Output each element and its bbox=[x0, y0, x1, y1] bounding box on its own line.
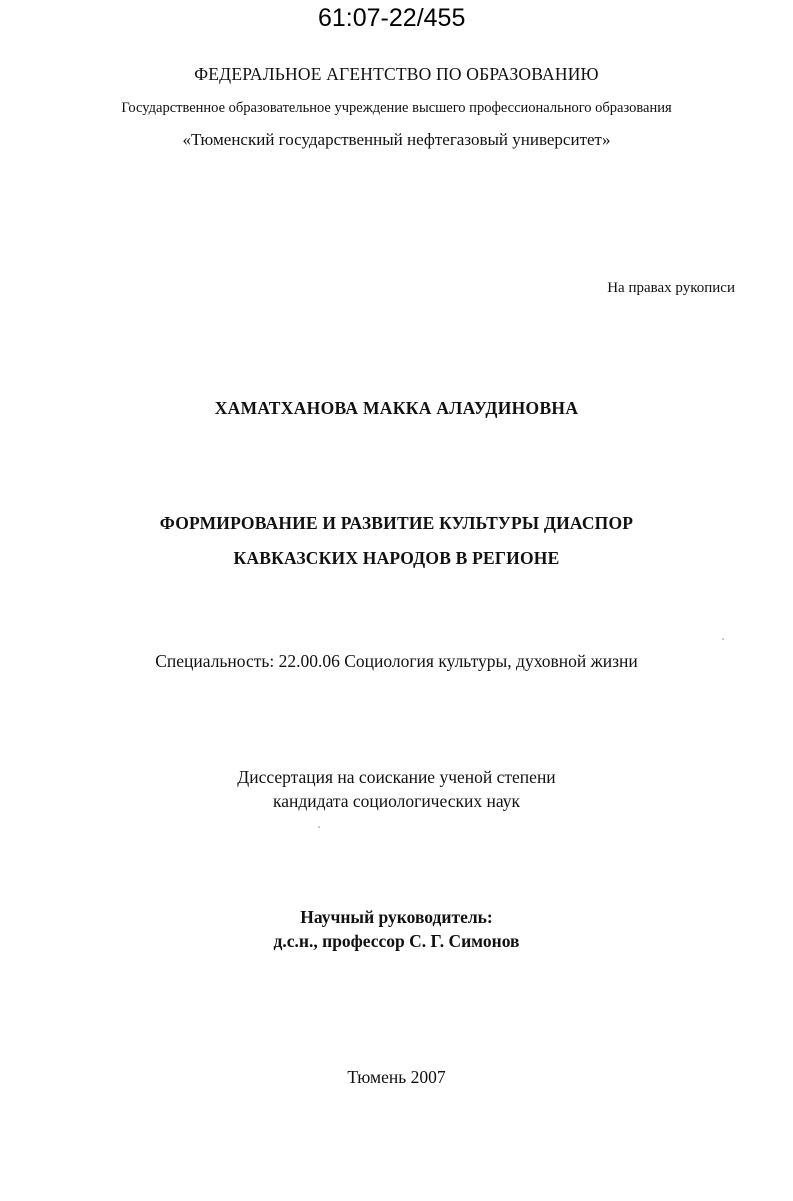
advisor-label: Научный руководитель: bbox=[300, 907, 493, 927]
catalog-number: 61:07-22/455 bbox=[318, 4, 466, 32]
thesis-title-line-2: КАВКАЗСКИХ НАРОДОВ В РЕГИОНЕ bbox=[233, 548, 560, 568]
institution-name: Государственное образовательное учреждение высшего профессионального образования bbox=[121, 100, 672, 116]
dissertation-degree-line-2: кандидата социологических наук bbox=[273, 791, 520, 811]
rights-note: На правах рукописи bbox=[607, 280, 735, 296]
scan-speck bbox=[722, 638, 724, 640]
agency-name: ФЕДЕРАЛЬНОЕ АГЕНТСТВО ПО ОБРАЗОВАНИЮ bbox=[194, 64, 599, 84]
thesis-title-line-1: ФОРМИРОВАНИЕ И РАЗВИТИЕ КУЛЬТУРЫ ДИАСПОР bbox=[159, 513, 634, 533]
university-name: «Тюменский государственный нефтегазовый университет» bbox=[182, 130, 611, 149]
city-year: Тюмень 2007 bbox=[347, 1067, 446, 1087]
author-name: ХАМАТХАНОВА МАККА АЛАУДИНОВНА bbox=[214, 398, 579, 418]
specialty: Специальность: 22.00.06 Социология культуры, духовной жизни bbox=[155, 651, 638, 671]
advisor-name: д.с.н., профессор С. Г. Симонов bbox=[273, 931, 520, 951]
dissertation-degree-line-1: Диссертация на соискание ученой степени bbox=[237, 767, 556, 787]
scan-speck bbox=[318, 826, 320, 828]
